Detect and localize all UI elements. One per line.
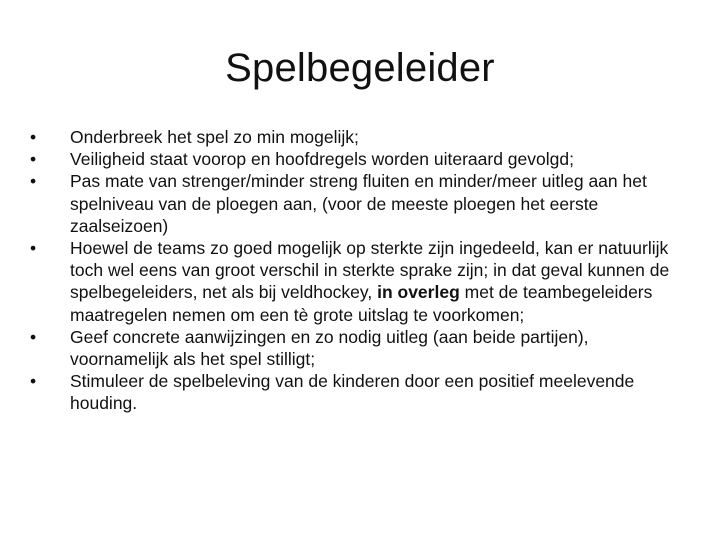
bullet-dot: • <box>30 171 37 192</box>
bullet-text: Onderbreek het spel zo min mogelijk; <box>70 127 359 147</box>
bullet-text: Geef concrete aanwijzingen en zo nodig uitleg (aan beide partijen), voornamelijk als het spel stilligt; <box>70 326 589 370</box>
bullet-text: Pas mate van strenger/minder streng fluiten en minder/meer uitleg aan het spelniveau van de ploegen aan, (voor de meeste ploegen het eerste zaalseizoen) <box>70 171 647 236</box>
bullet-dot: • <box>30 149 37 170</box>
bullet-text: Stimuleer de spelbeleving van de kinderen door een positief meelevende houding. <box>70 371 635 414</box>
slide-title: Spelbegeleider <box>225 46 495 90</box>
bullet-text-end: met de teambegeleiders maatregelen nemen om een tè grote uitslag te voorkomen; <box>70 282 653 325</box>
bullet-text: Veiligheid staat voorop en hoofdregels worden uiteraard gevolgd; <box>70 149 574 170</box>
bullet-dot: • <box>30 127 37 147</box>
bullet-list <box>30 126 690 415</box>
bullet-text-start: Hoewel de teams zo goed mogelijk op sterkte zijn ingedeeld, kan er natuurlijk toch wel eens van groot verschil in sterkte sprake zijn; in dat geval kunnen de spelbegeleiders, net als bij veldhockey, <box>70 238 670 303</box>
bullet-item <box>30 170 690 237</box>
bullet-item <box>30 148 690 170</box>
bullet-item <box>30 126 690 148</box>
bullet-dot: • <box>30 326 37 347</box>
bullet-item <box>30 237 690 326</box>
bullet-dot: • <box>30 238 37 259</box>
bullet-text-bold: in overleg <box>377 282 460 303</box>
bullet-item <box>30 326 690 370</box>
bullet-item <box>30 370 690 414</box>
bullet-dot: • <box>30 371 37 392</box>
